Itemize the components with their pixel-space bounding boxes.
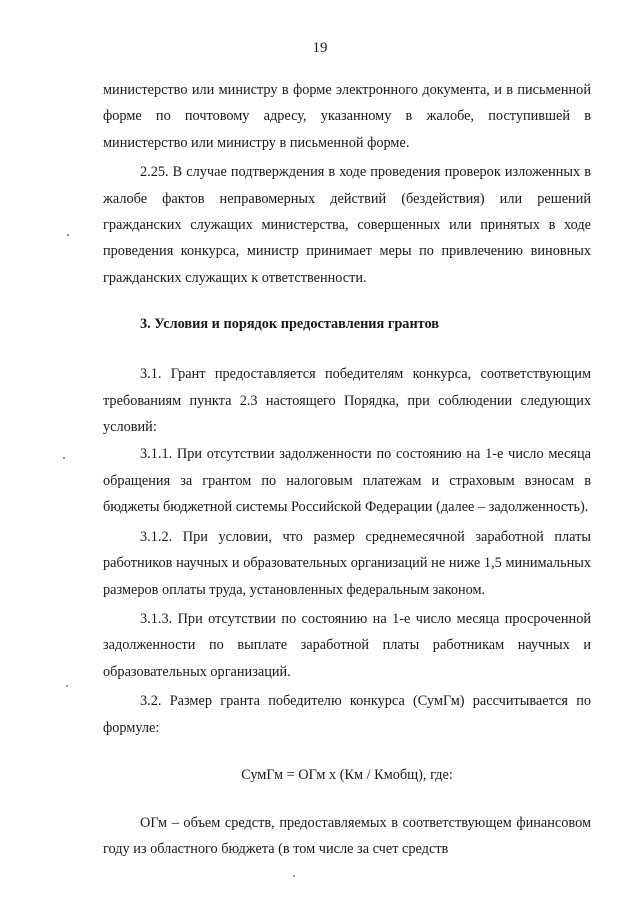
paragraph-3-1-3: 3.1.3. При отсутствии по состоянию на 1-е число месяца просроченной задолженности по выплате заработной платы работникам научных и образовательных организаций. <box>103 610 591 680</box>
scan-speck <box>67 234 69 236</box>
paragraph-continuation: министерство или министру в форме электронного документа, и в письменной форме по почтовому адресу, указанному в жалобе, поступившей в министерство или министру в письменной форме. <box>103 82 591 151</box>
page-number: 19 <box>312 40 328 56</box>
page-body <box>103 77 591 863</box>
paragraph-3-1-2: 3.1.2. При условии, что размер среднемесячной заработной платы работников научных и образовательных организаций не ниже 1,5 минимальных размеров оплаты труда, установленных федеральным законом. <box>103 528 591 598</box>
scan-speck <box>63 457 65 459</box>
paragraph-2-25: 2.25. В случае подтверждения в ходе проведения проверок изложенных в жалобе фактов неправомерных действий (бездействия) или решений гражданских служащих министерства, совершенных или принятых в ходе проведения конкурса, министр принимает меры по привлечению виновных гражданских служащих к ответственности. <box>103 164 591 286</box>
scan-speck <box>293 875 295 877</box>
formula-line: СумГм = ОГм x (Км / Кмобщ), где: <box>241 766 453 783</box>
paragraph-ogm-definition: ОГм – объем средств, предоставляемых в соответствующем финансовом году из областного бюджета (в том числе за счет средств <box>103 814 591 858</box>
paragraph-3-1: 3.1. Грант предоставляется победителям конкурса, соответствующим требованиям пункта 2.3 настоящего Порядка, при соблюдении следующих условий: <box>103 366 591 436</box>
paragraph-3-2: 3.2. Размер гранта победителю конкурса (СумГм) рассчитывается по формуле: <box>103 693 591 736</box>
paragraph-3-1-1: 3.1.1. При отсутствии задолженности по состоянию на 1-е число месяца обращения за грантом по налоговым платежам и страховым взносам в бюджеты бюджетной системы Российской Федерации (далее – задолженность). <box>103 446 591 516</box>
section-heading-3: 3. Условия и порядок предоставления грантов <box>140 316 440 333</box>
scan-speck <box>66 685 68 687</box>
